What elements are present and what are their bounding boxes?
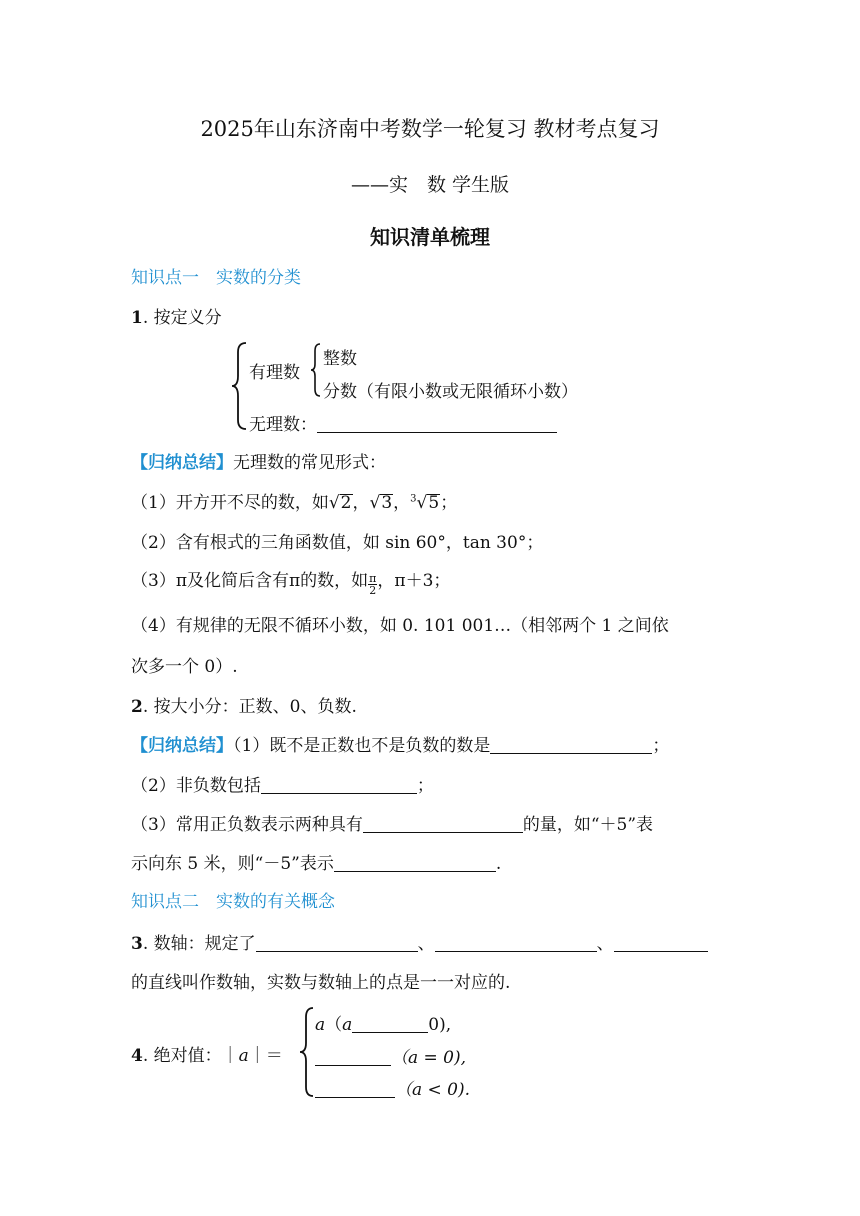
summary-2-q3-end: 的量，如“＋5”表 — [522, 815, 654, 835]
cbrt-5: $^3$√5 — [410, 493, 440, 513]
summary-1-text: 无理数的常见形式： — [233, 453, 386, 473]
summary-2-line-2 — [131, 771, 434, 796]
knowledge-point-1-heading: 知识点一 实数的分类 — [131, 268, 301, 288]
irrational-blank[interactable] — [317, 414, 557, 433]
minus-five-blank[interactable] — [334, 853, 496, 872]
irrational-form-4-line-2: 次多一个 0）. — [131, 657, 238, 677]
item-1-number: 1 — [131, 308, 143, 328]
abs-case-1 — [315, 1010, 451, 1035]
nonnegative-blank[interactable] — [261, 775, 417, 794]
item-3-sep-a: 、 — [417, 934, 435, 954]
inner-brace-icon — [309, 342, 323, 398]
summary-2-q3-text: （3）常用正负数表示两种具有 — [131, 815, 363, 835]
form-3-prefix: （3）π及化简后含有π的数，如 — [131, 571, 369, 591]
sqrt-2-radicand: 2 — [340, 493, 352, 513]
summary-tag: 【归纳总结】 — [131, 453, 233, 473]
irrational-form-3 — [131, 566, 450, 596]
item-2 — [131, 692, 357, 717]
irrational-form-2: （2）含有根式的三角函数值，如 sin 60°，tan 30°； — [131, 533, 544, 553]
case-2-condition: （a = 0), — [391, 1048, 467, 1068]
summary-2-q1-text: （1）既不是正数也不是负数的数是 — [233, 736, 491, 756]
section-heading: 知识清单梳理 — [370, 225, 490, 249]
irrational-form-4-line-1: （4）有规律的无限不循环小数，如 0. 101 001…（相邻两个 1 之间依 — [131, 616, 669, 636]
item-1 — [131, 303, 222, 328]
case-1-var: a — [342, 1015, 353, 1035]
summary-2-line-1 — [131, 731, 669, 756]
case-1-value: a — [315, 1015, 326, 1035]
piecewise-brace-icon — [298, 1005, 316, 1099]
irrational-label — [249, 410, 557, 435]
cbrt-5-radicand: 5 — [428, 493, 440, 513]
case-1-relation-blank[interactable] — [352, 1014, 428, 1033]
rational-label: 有理数 — [249, 363, 300, 383]
item-3 — [131, 929, 708, 954]
item-3-number: 3 — [131, 934, 143, 954]
form-3-rest: ，π＋3； — [377, 571, 451, 591]
integer-label: 整数 — [323, 349, 357, 369]
fraction-denominator: 2 — [369, 584, 377, 597]
item-4-text: . 绝对值：｜ — [142, 1046, 239, 1066]
neither-blank[interactable] — [490, 735, 652, 754]
cbrt-index: 3 — [410, 493, 417, 505]
abs-case-3 — [315, 1075, 470, 1100]
fraction-label: 分数（有限小数或无限循环小数） — [323, 382, 578, 402]
summary-2-line-3 — [131, 810, 653, 835]
page-title: 2025年山东济南中考数学一轮复习 教材考点复习 — [200, 117, 660, 141]
sqrt-3: √3 — [369, 493, 393, 513]
abs-variable: a — [238, 1046, 249, 1066]
form-1-sep-b: ， — [393, 493, 411, 513]
case-3-condition: （a < 0). — [395, 1080, 471, 1100]
item-2-text: . 按大小分：正数、0、负数. — [142, 697, 357, 717]
item-4 — [131, 1041, 283, 1066]
item-3-line-2: 的直线叫作数轴，实数与数轴上的点是一一对应的. — [131, 973, 511, 993]
item-3-text: . 数轴：规定了 — [142, 934, 256, 954]
case-1-end: 0), — [428, 1015, 452, 1035]
form-1-sep-a: ， — [352, 493, 370, 513]
item-4-equals: ｜＝ — [248, 1046, 283, 1066]
case-1-paren: （ — [325, 1015, 343, 1035]
form-1-prefix: （1）开方开不尽的数，如 — [131, 493, 329, 513]
summary-2-q2-end: ； — [416, 776, 434, 796]
irrational-form-1 — [131, 488, 457, 513]
summary-2-q4-end: . — [495, 854, 502, 874]
item-2-number: 2 — [131, 697, 143, 717]
summary-2-q2-text: （2）非负数包括 — [131, 776, 261, 796]
summary-2-q1-end: ； — [652, 736, 670, 756]
summary-1 — [131, 448, 386, 473]
sqrt-3-radicand: 3 — [381, 493, 393, 513]
summary-tag: 【归纳总结】 — [131, 736, 233, 756]
summary-2-line-4 — [131, 849, 501, 874]
item-1-text: . 按定义分 — [142, 308, 222, 328]
page-subtitle: ——实 数 学生版 — [350, 174, 510, 196]
abs-case-2 — [315, 1043, 466, 1068]
knowledge-point-2-heading: 知识点二 实数的有关概念 — [131, 892, 335, 912]
origin-blank[interactable] — [256, 933, 418, 952]
positive-direction-blank[interactable] — [435, 933, 597, 952]
summary-2-q4-text: 示向东 5 米，则“－5”表示 — [131, 854, 334, 874]
item-4-number: 4 — [131, 1046, 143, 1066]
unit-length-blank[interactable] — [614, 933, 708, 952]
irrational-text: 无理数： — [249, 415, 317, 435]
case-2-value-blank[interactable] — [315, 1047, 391, 1066]
case-3-value-blank[interactable] — [315, 1079, 395, 1098]
sqrt-2: √2 — [328, 493, 352, 513]
form-1-end: ； — [440, 493, 458, 513]
item-3-sep-b: 、 — [596, 934, 614, 954]
fraction-numerator: π — [369, 572, 377, 585]
outer-brace-icon — [230, 340, 250, 432]
opposite-meaning-blank[interactable] — [363, 814, 523, 833]
